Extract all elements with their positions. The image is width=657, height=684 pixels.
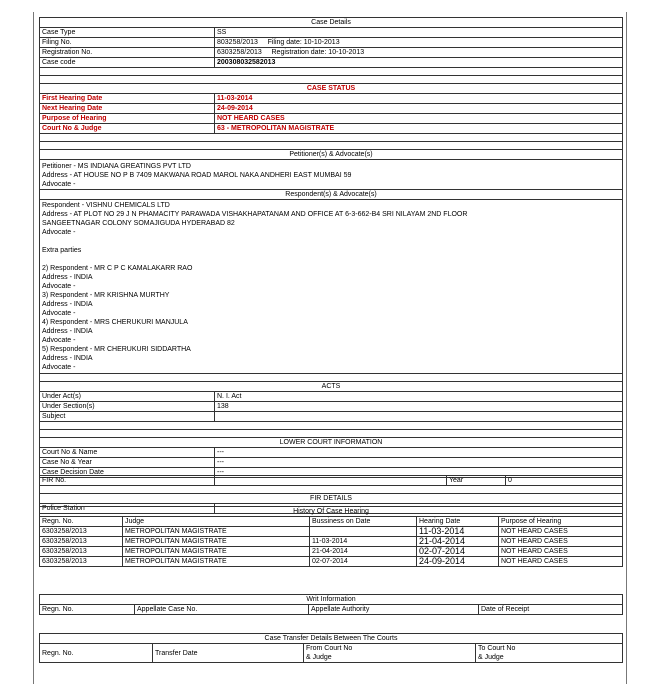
- transfer-table: [39, 633, 623, 663]
- lower-court-title: LOWER COURT INFORMATION: [40, 438, 623, 448]
- petitioner-title: Petitioner(s) & Advocate(s): [40, 150, 623, 160]
- table-row: Filing No. 803258/2013 Filing date: 10-10-2013: [40, 38, 623, 48]
- table-row: First Hearing Date 11-03-2014: [40, 94, 623, 104]
- case-details-table: [39, 17, 623, 514]
- fir-row-table: [39, 475, 623, 486]
- table-row: Case No & Year ---: [40, 458, 623, 468]
- history-table: [39, 506, 623, 567]
- transfer-header-row: Regn. No. Transfer Date From Court No & Judge To Court No & Judge: [40, 644, 623, 663]
- acts-title: ACTS: [40, 382, 623, 392]
- table-row: Court No & Judge 63 - METROPOLITAN MAGISTRATE: [40, 124, 623, 134]
- history-header-row: Regn. No. Judge Bussiness on Date Hearing Date Purpose of Hearing: [40, 517, 623, 527]
- case-status-title: CASE STATUS: [40, 84, 623, 94]
- table-row: FIR No. Year 0: [40, 476, 623, 486]
- respondent-title: Respondent(s) & Advocate(s): [40, 190, 623, 200]
- table-row: Registration No. 6303258/2013 Registration date: 10-10-2013: [40, 48, 623, 58]
- table-row: Under Section(s) 138: [40, 402, 623, 412]
- table-row: Case code 200308032582013: [40, 58, 623, 68]
- transfer-title: Case Transfer Details Between The Courts: [40, 634, 623, 644]
- table-row: Subject: [40, 412, 623, 422]
- table-row: Purpose of Hearing NOT HEARD CASES: [40, 114, 623, 124]
- table-row: Police Station: [40, 504, 623, 514]
- table-row: Next Hearing Date 24-09-2014: [40, 104, 623, 114]
- table-row: 6303258/2013 METROPOLITAN MAGISTRATE 11-03-2014 21-04-2014 NOT HEARD CASES: [40, 537, 623, 547]
- writ-title: Writ Information: [40, 595, 623, 605]
- table-row: 6303258/2013 METROPOLITAN MAGISTRATE 11-03-2014 NOT HEARD CASES: [40, 527, 623, 537]
- table-row: Case Decision Date ---: [40, 468, 623, 478]
- table-row: 6303258/2013 METROPOLITAN MAGISTRATE 21-04-2014 02-07-2014 NOT HEARD CASES: [40, 547, 623, 557]
- petitioner-block: Petitioner - MS INDIANA GREATINGS PVT LTD Address - AT HOUSE NO P B 7409 MAKWANA ROAD MAROL NAKA ANDHERI EAST MUMBAI 59 Advocate -: [40, 160, 623, 190]
- history-title: History Of Case Hearing: [40, 507, 623, 517]
- fir-title: FIR DETAILS: [40, 494, 623, 504]
- writ-header-row: Regn. No. Appellate Case No. Appellate Authority Date of Receipt: [40, 605, 623, 615]
- table-row: Case Type SS: [40, 28, 623, 38]
- table-row: Under Act(s) N. I. Act: [40, 392, 623, 402]
- writ-table: [39, 594, 623, 615]
- case-details-title: Case Details: [40, 18, 623, 28]
- table-row: Court No & Name ---: [40, 448, 623, 458]
- table-row: 6303258/2013 METROPOLITAN MAGISTRATE 02-07-2014 24-09-2014 NOT HEARD CASES: [40, 557, 623, 567]
- respondent-block: Respondent - VISHNU CHEMICALS LTD Address - AT PLOT NO 29 J N PHAMACITY PARAWADA VISHAKHAPATANAM AND OFFICE AT 6-3-662-B4 SRI NILAYAM 2ND FLOOR SANGEETNAGAR COLONY SOMAJIGUDA HYDERABAD 82 Advocate - Extra parties 2) Respondent - MR C P C KAMALAKARR RAO Address - INDIA Advocate - 3) Respondent - MR KRISHNA MURTHY Address - INDIA Advocate - 4) Respondent - MRS CHERUKURI MANJULA Address - INDIA Advocate - 5) Respondent - MR CHERUKURI SIDDARTHA Address - INDIA Advocate -: [40, 200, 623, 374]
